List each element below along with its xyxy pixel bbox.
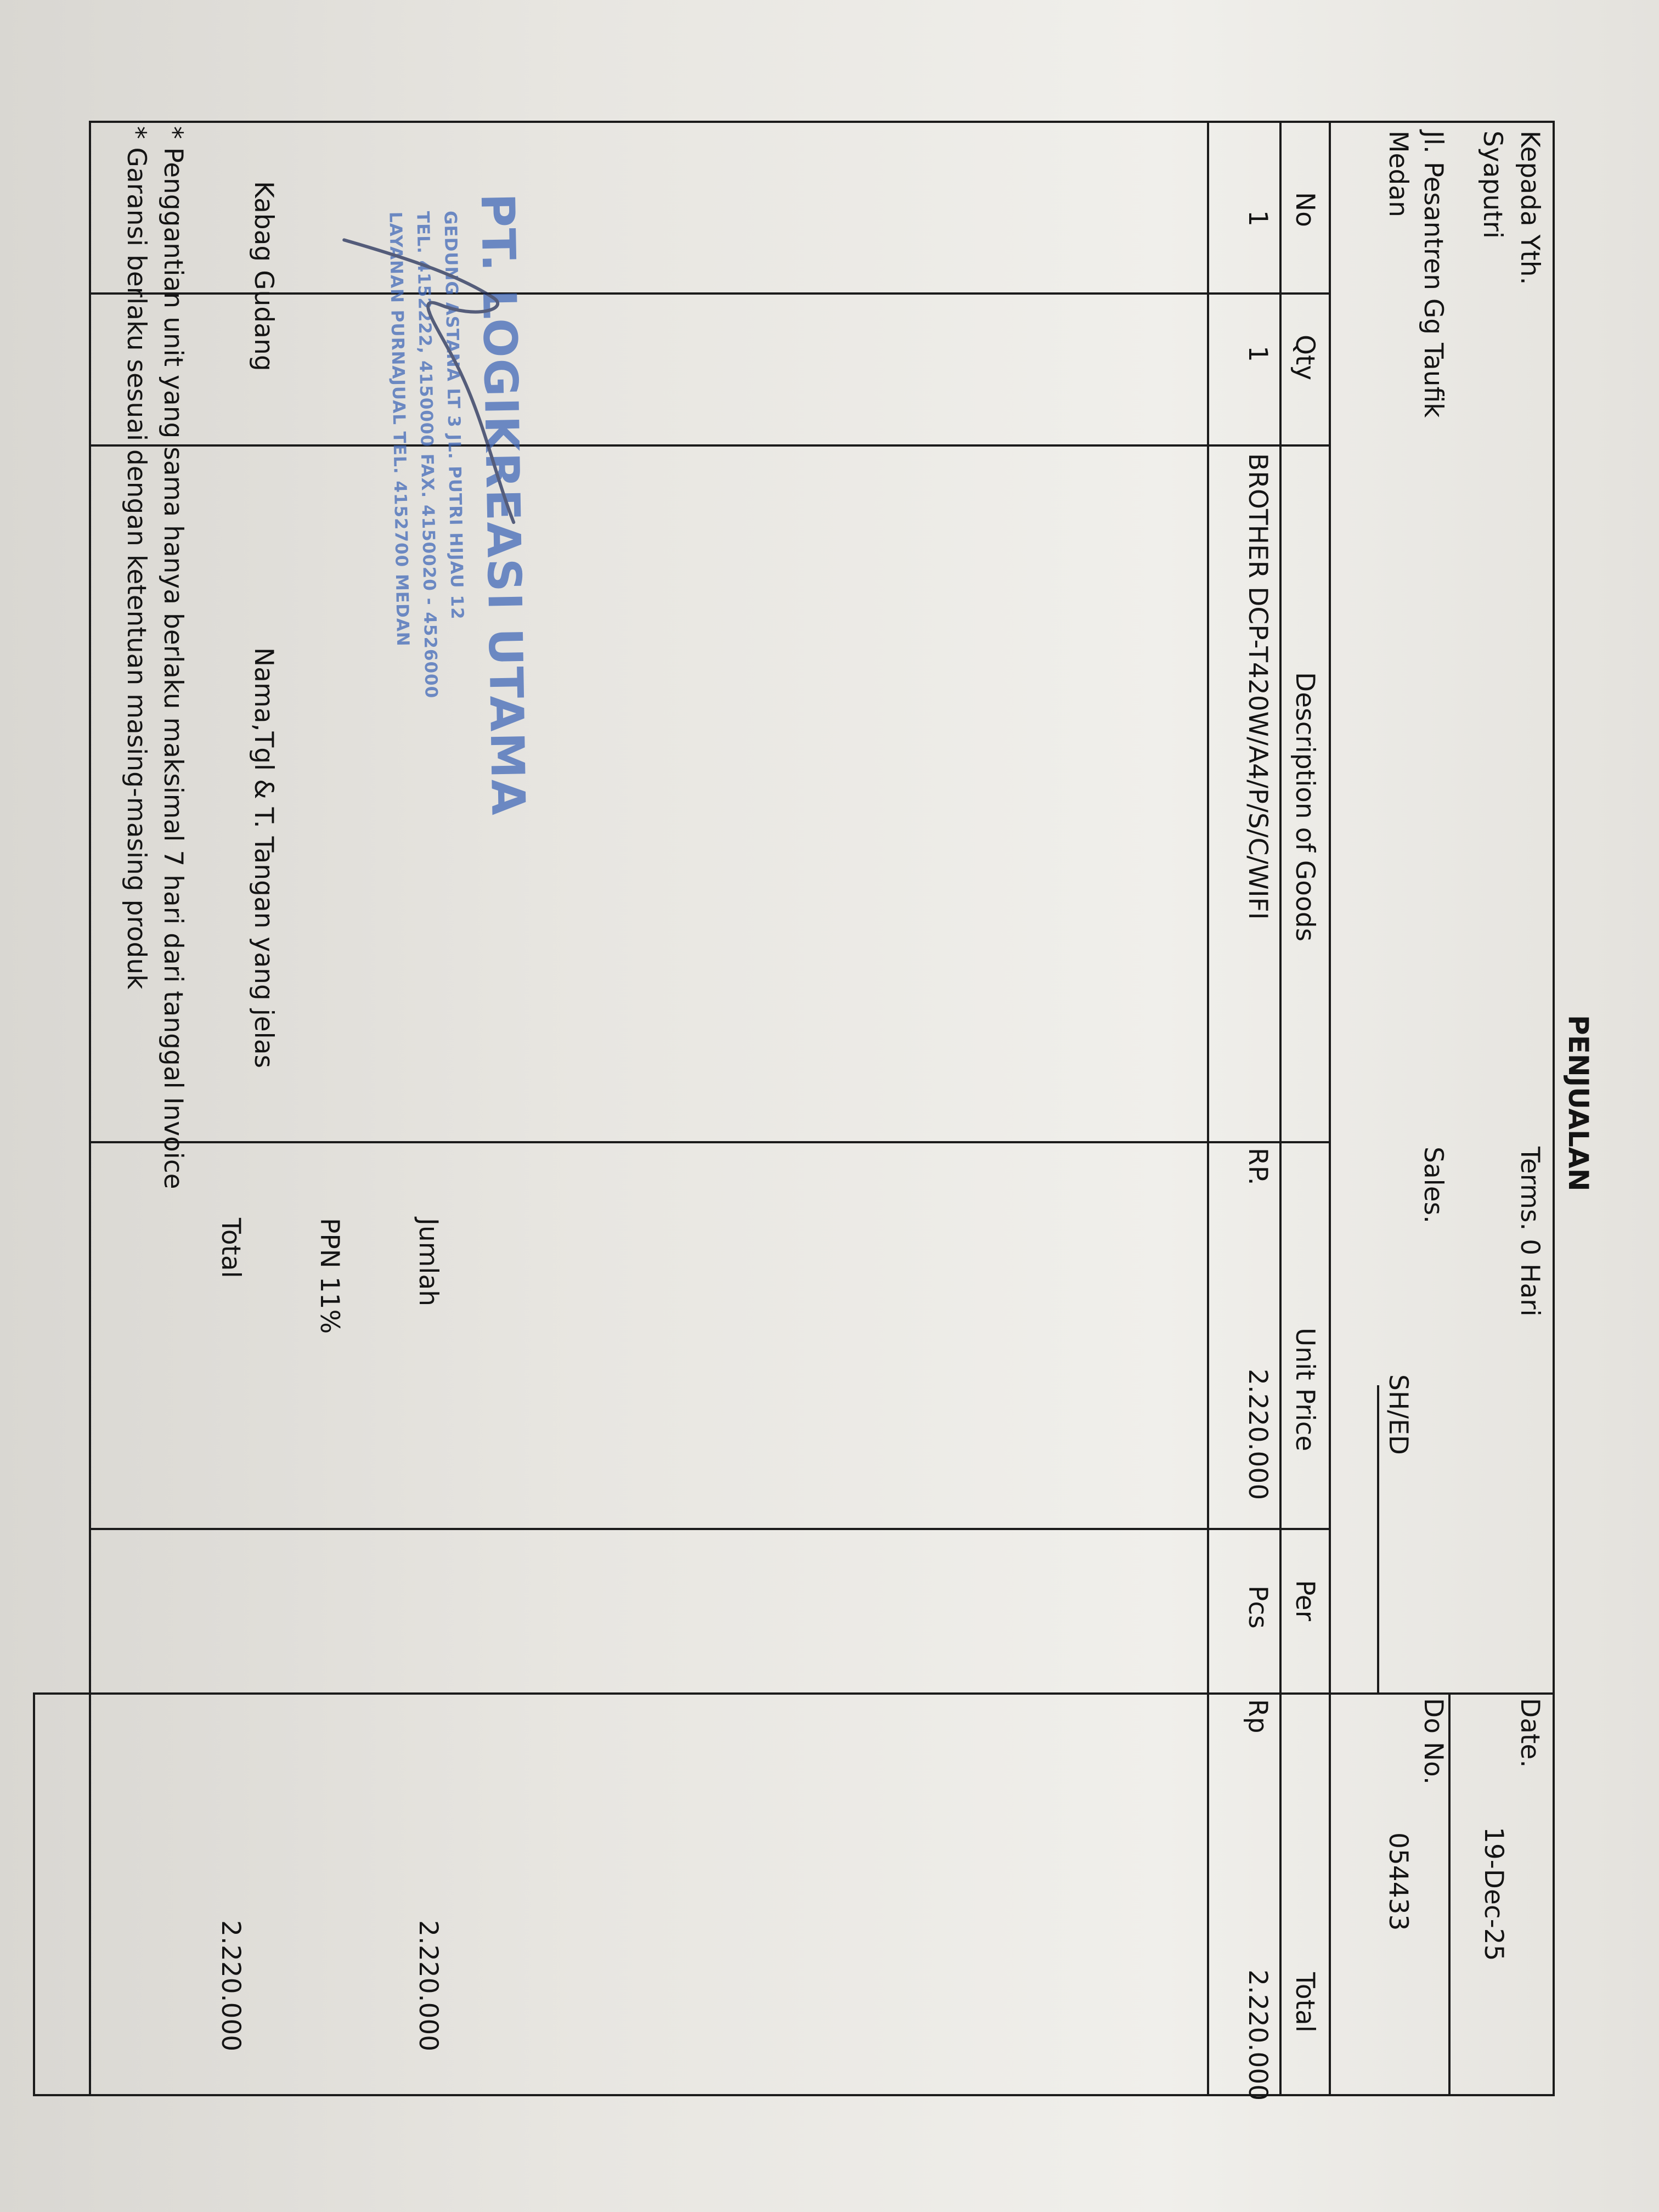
company-stamp — [311, 193, 535, 817]
ppn-label: PPN 11% — [314, 1218, 345, 1334]
jumlah-value: 2.220.000 — [413, 1920, 443, 2052]
total-label: Total — [216, 1218, 246, 1278]
stamp-line-3: LAYANAN PURNAJUAL TEL. 4152700 MEDAN — [385, 211, 413, 647]
total-value: 2.220.000 — [216, 1920, 246, 2052]
signature-instruction: Nama,Tgl & T. Tangan yang jelas — [249, 647, 279, 1069]
signature-role: Kabag Gudang — [249, 181, 279, 371]
stamp-company: PT. LOGIKREASI UTAMA — [470, 193, 535, 817]
row-per: Pcs — [1243, 1585, 1273, 1629]
row-total: 2.220.000 — [1243, 1970, 1273, 2101]
column-divider-per — [90, 1528, 1331, 1530]
handwritten-signature — [311, 193, 533, 713]
header-date-divider — [1331, 1692, 1555, 1695]
customer-label: Kepada Yth. — [1515, 131, 1545, 285]
jumlah-label: Jumlah — [413, 1218, 443, 1307]
do-number-value: 054433 — [1383, 1832, 1413, 1931]
header-top-border — [1553, 121, 1555, 2096]
row-currency: RP. — [1243, 1148, 1273, 1186]
summary-box-right — [33, 2094, 91, 2096]
header-total: Total — [1290, 1972, 1320, 2033]
sales-label: Sales. — [1418, 1147, 1448, 1224]
do-number-label: Do No. — [1418, 1698, 1448, 1785]
stamp-line-1: GEDUNG ASTANA LT 3 JL. PUTRI HIJAU 12 — [440, 210, 467, 620]
table-left-border — [90, 121, 1555, 123]
row-unit-price: 2.220.000 — [1243, 1369, 1273, 1500]
header-no: No — [1290, 192, 1320, 227]
stamp-line-2: TEL. 4152222, 4150000 FAX. 4150020 - 4526000 — [413, 211, 441, 699]
column-divider-unit-price — [90, 1141, 1331, 1143]
header-sales-underline — [1377, 1385, 1379, 1692]
customer-city: Medan — [1383, 131, 1413, 217]
column-header-bottom-border — [1279, 121, 1282, 2096]
row-description: BROTHER DCP-T420W/A4/P/S/C/WIFI — [1243, 453, 1273, 920]
row-total-currency: Rp — [1243, 1699, 1273, 1734]
terms-label: Terms. 0 Hari — [1515, 1147, 1545, 1317]
column-header-top-border — [1329, 121, 1331, 2096]
column-divider-total — [90, 1692, 1331, 1695]
header-description: Description of Goods — [1290, 672, 1320, 942]
header-unit-price: Unit Price — [1290, 1328, 1320, 1452]
sales-value: SH/ED — [1383, 1374, 1413, 1455]
date-label: Date. — [1515, 1698, 1545, 1768]
document-title: PENJUALAN — [1562, 1015, 1594, 1192]
header-do-divider — [1448, 1692, 1451, 2094]
note-warranty: * Garansi berlaku sesuai dengan ketentuan masing-masing produk — [121, 126, 151, 990]
item-row-bottom-border — [1207, 121, 1209, 2096]
row-no: 1 — [1243, 210, 1273, 227]
summary-box-left — [33, 1692, 91, 1695]
summary-line — [89, 609, 91, 1141]
summary-box-bottom — [33, 1692, 35, 2096]
note-replacement: * Penggantian unit yang sama hanya berlaku maksimal 7 hari dari tanggal Invoice — [158, 126, 188, 1189]
table-right-border — [90, 2094, 1555, 2096]
customer-address: Jl. Pesantren Gg Taufik — [1418, 131, 1448, 418]
header-per: Per — [1290, 1580, 1320, 1621]
column-divider-description — [90, 444, 1331, 447]
header-qty: Qty — [1290, 335, 1320, 381]
row-qty: 1 — [1243, 346, 1273, 362]
date-value: 19-Dec-25 — [1479, 1827, 1509, 1961]
customer-name: Syaputri — [1477, 131, 1508, 239]
